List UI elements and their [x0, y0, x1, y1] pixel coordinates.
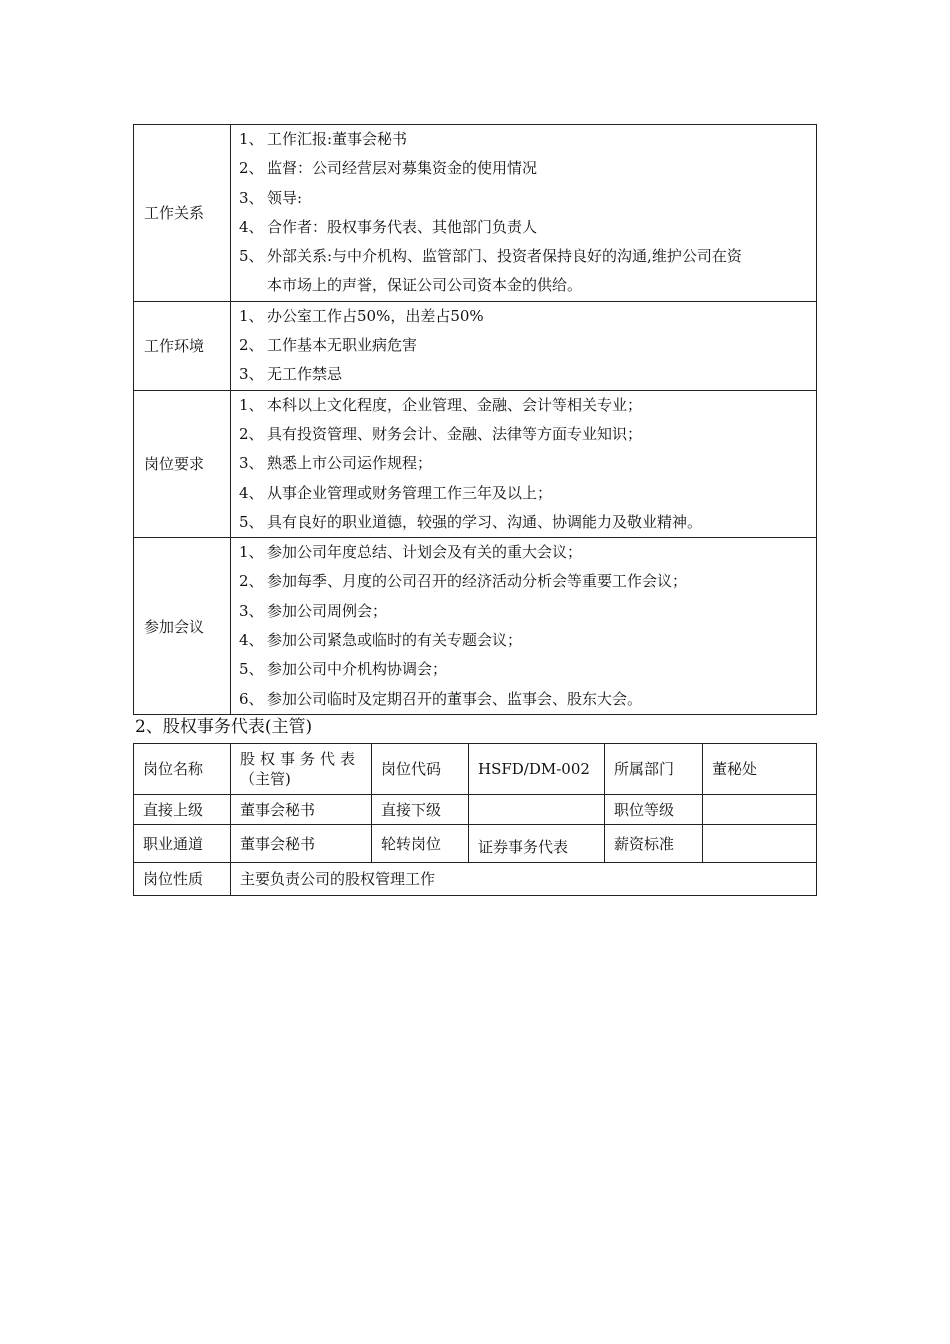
- row-work-environment: [134, 301, 817, 390]
- career-value: 董事会秘书: [231, 825, 372, 863]
- list-item: 1、 参加公司年度总结、计划会及有关的重大会议；: [239, 543, 583, 562]
- career-label: 职业通道: [134, 825, 231, 863]
- department-value: 董秘处: [703, 744, 817, 795]
- section-title: 2、股权事务代表(主管): [135, 717, 313, 737]
- list-item-continuation: 本市场上的声誉，保证公司公司资本金的供给。: [267, 276, 583, 295]
- list-item: 4、 参加公司紧急或临时的有关专题会议；: [239, 631, 523, 650]
- grade-label: 职位等级: [605, 795, 703, 825]
- department-label: 所属部门: [605, 744, 703, 795]
- table-row: [134, 744, 817, 795]
- salary-value: [703, 825, 817, 863]
- list-item: 3、 领导:: [239, 188, 303, 207]
- list-item: 5、 具有良好的职业道德，较强的学习、沟通、协调能力及敬业精神。: [239, 512, 703, 531]
- post-name-line1: 股权事务代表: [240, 750, 361, 768]
- duty-table: [133, 124, 817, 715]
- post-name-value: [231, 744, 372, 795]
- row-post-requirements: [134, 390, 817, 537]
- post-code-value: HSFD/DM-002: [469, 744, 605, 795]
- list-item: 1、 办公室工作占50%，出差占50%: [239, 306, 484, 325]
- list-item: 6、 参加公司临时及定期召开的董事会、监事会、股东大会。: [239, 689, 643, 708]
- label-work-relations: 工作关系: [134, 125, 231, 302]
- list-item: 3、 熟悉上市公司运作规程；: [239, 454, 433, 473]
- post-name-label: 岗位名称: [134, 744, 231, 795]
- nature-label: 岗位性质: [134, 863, 231, 896]
- subordinate-value: [469, 795, 605, 825]
- list-item: 5、 外部关系:与中介机构、监管部门、投资者保持良好的沟通,维护公司在资: [239, 247, 742, 266]
- position-table: [133, 743, 817, 896]
- table-row: [134, 863, 817, 896]
- subordinate-label: 直接下级: [372, 795, 469, 825]
- content-work-relations: [231, 125, 817, 302]
- superior-label: 直接上级: [134, 795, 231, 825]
- superior-value: 董事会秘书: [231, 795, 372, 825]
- list-item: 3、 无工作禁忌: [239, 365, 343, 384]
- list-item: 4、 从事企业管理或财务管理工作三年及以上；: [239, 483, 553, 502]
- label-work-environment: 工作环境: [134, 301, 231, 390]
- list-item: 2、 具有投资管理、财务会计、金融、法律等方面专业知识；: [239, 424, 643, 443]
- post-name-line2: （主管): [240, 770, 291, 788]
- list-item: 1、 本科以上文化程度，企业管理、金融、会计等相关专业；: [239, 395, 643, 414]
- grade-value: [703, 795, 817, 825]
- list-item: 2、 监督：公司经营层对募集资金的使用情况: [239, 159, 538, 178]
- table-row: [134, 825, 817, 863]
- list-item: 1、 工作汇报:董事会秘书: [239, 130, 408, 148]
- content-post-requirements: [231, 390, 817, 537]
- nature-value: 主要负责公司的股权管理工作: [231, 863, 817, 896]
- list-item: 3、 参加公司周例会；: [239, 601, 388, 620]
- list-item: 2、 参加每季、月度的公司召开的经济活动分析会等重要工作会议；: [239, 572, 688, 591]
- list-item: 2、 工作基本无职业病危害: [239, 336, 418, 355]
- content-meetings: [231, 538, 817, 715]
- content-work-environment: [231, 301, 817, 390]
- table-row: [134, 795, 817, 825]
- row-meetings: [134, 538, 817, 715]
- rotation-label: 轮转岗位: [372, 825, 469, 863]
- post-code-label: 岗位代码: [372, 744, 469, 795]
- rotation-value: 证券事务代表: [469, 825, 605, 863]
- list-item: 5、 参加公司中介机构协调会；: [239, 660, 448, 679]
- list-item: 4、 合作者：股权事务代表、其他部门负责人: [239, 217, 538, 236]
- salary-label: 薪资标准: [605, 825, 703, 863]
- label-post-requirements: 岗位要求: [134, 390, 231, 537]
- label-meetings: 参加会议: [134, 538, 231, 715]
- row-work-relations: [134, 125, 817, 302]
